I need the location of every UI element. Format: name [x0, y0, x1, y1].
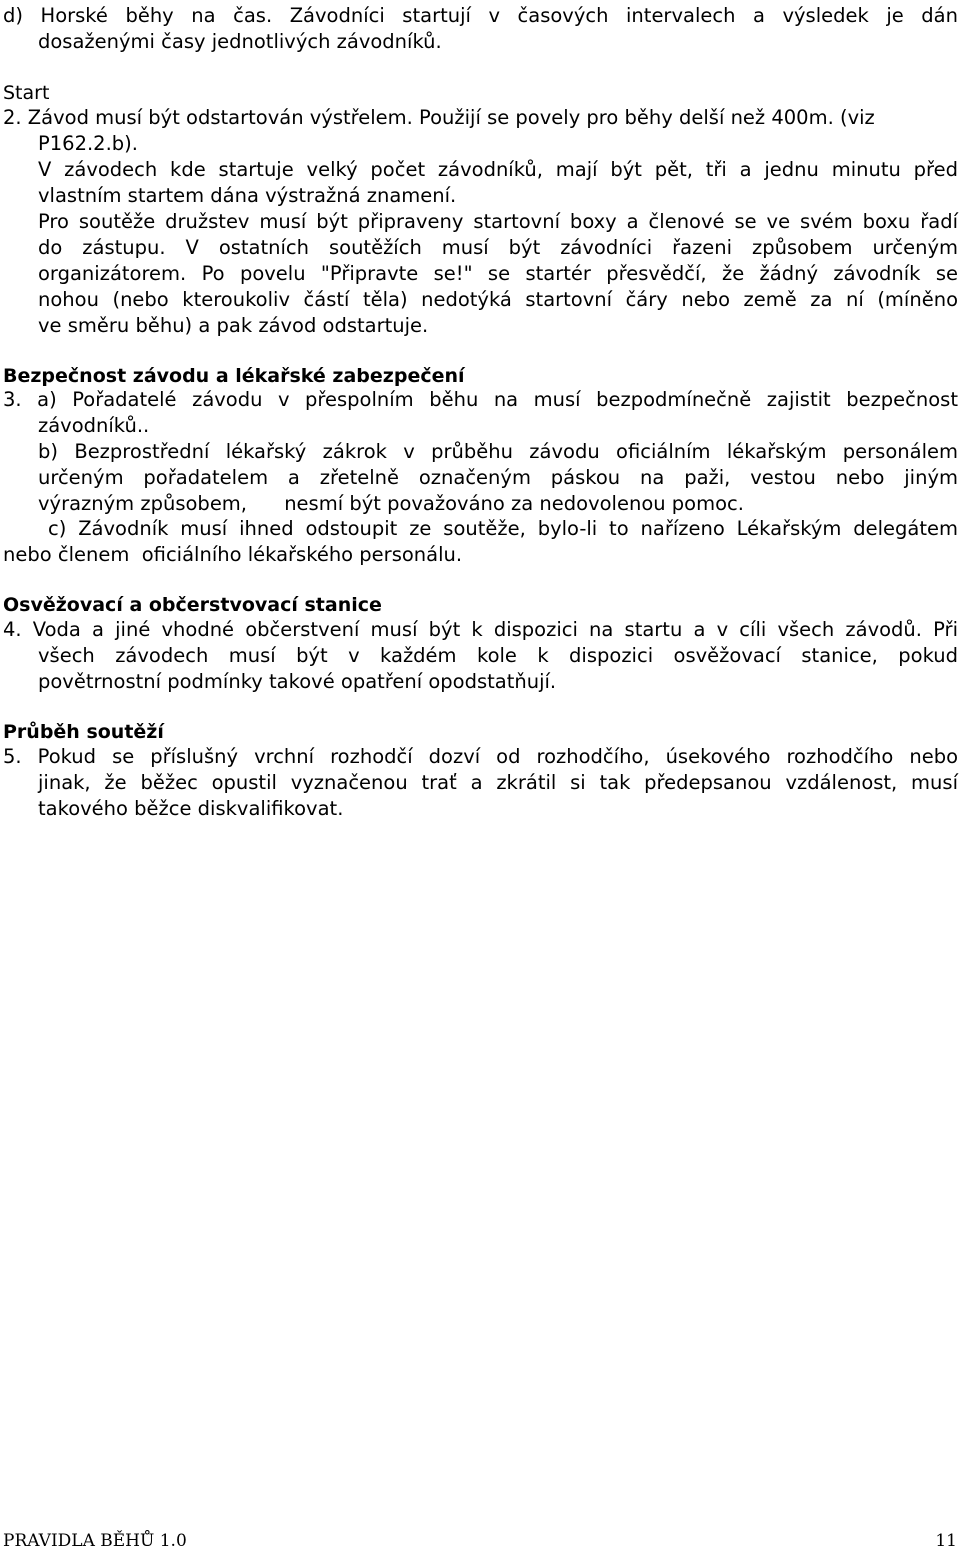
paragraph-2-line-6: do zástupu. V ostatních soutěžích musí být závodníci řazeni způsobem určeným [38, 236, 958, 259]
paragraph-3-line-6: c) Závodník musí ihned odstoupit ze soutěže, bylo-li to nařízeno Lékařským delegátem [48, 517, 958, 540]
course-heading: Průběh soutěží [3, 721, 164, 743]
paragraph-d-line-1: d) Horské běhy na čas. Závodníci startují v časových intervalech a výsledek je dán [3, 4, 958, 27]
paragraph-2-line-4: vlastním startem dána výstražná znamení. [38, 184, 457, 207]
start-heading: Start [3, 82, 50, 104]
paragraph-2-line-9: ve směru běhu) a pak závod odstartuje. [38, 314, 429, 337]
paragraph-2-line-8: nohou (nebo kteroukoliv částí těla) nedotýká startovní čáry nebo země za ní (míněno [38, 288, 958, 311]
footer-title: PRAVIDLA BĚHŮ 1.0 [3, 1531, 187, 1551]
paragraph-3-line-4: určeným pořadatelem a zřetelně označeným páskou na paži, vestou nebo jiným [38, 466, 958, 489]
paragraph-3-line-2: závodníků.. [38, 414, 150, 437]
paragraph-2-line-5: Pro soutěže družstev musí být připraveny startovní boxy a členové se ve svém boxu řadí [38, 210, 958, 233]
paragraph-4-line-3: povětrnostní podmínky takové opatření opodstatňují. [38, 670, 557, 693]
paragraph-3-line-3: b) Bezprostřední lékařský zákrok v průběhu závodu oficiálním lékařským personálem [38, 440, 958, 463]
paragraph-2-line-3: V závodech kde startuje velký počet závodníků, mají být pět, tři a jednu minutu před [38, 158, 958, 181]
paragraph-3-line-7: nebo členem oficiálního lékařského personálu. [3, 543, 463, 566]
paragraph-2-line-7: organizátorem. Po povelu "Připravte se!" se startér přesvědčí, že žádný závodník se [38, 262, 958, 285]
paragraph-2-line-1: 2. Závod musí být odstartován výstřelem. Použijí se povely pro běhy delší než 400m. (viz [3, 106, 875, 129]
paragraph-3-line-1: 3. a) Pořadatelé závodu v přespolním běhu na musí bezpodmínečně zajistit bezpečnost [3, 388, 958, 411]
paragraph-5-line-2: jinak, že běžec opustil vyznačenou trať a zkrátil si tak předepsanou vzdálenost, musí [38, 771, 958, 794]
refreshment-heading: Osvěžovací a občerstvovací stanice [3, 594, 382, 616]
paragraph-d-line-2: dosaženými časy jednotlivých závodníků. [38, 30, 442, 53]
paragraph-4-line-2: všech závodech musí být v každém kole k dispozici osvěžovací stanice, pokud [38, 644, 958, 667]
paragraph-5-line-1: 5. Pokud se příslušný vrchní rozhodčí dozví od rozhodčího, úsekového rozhodčího nebo [3, 745, 958, 768]
paragraph-2-line-2: P162.2.b). [38, 132, 138, 155]
safety-heading: Bezpečnost závodu a lékařské zabezpečení [3, 365, 465, 387]
paragraph-3-line-5: výrazným způsobem, nesmí být považováno za nedovolenou pomoc. [38, 492, 744, 515]
paragraph-5-line-3: takového běžce diskvalifikovat. [38, 797, 344, 820]
footer-page-number: 11 [935, 1531, 957, 1551]
paragraph-4-line-1: 4. Voda a jiné vhodné občerstvení musí být k dispozici na startu a v cíli všech závodů. Při [3, 618, 958, 641]
